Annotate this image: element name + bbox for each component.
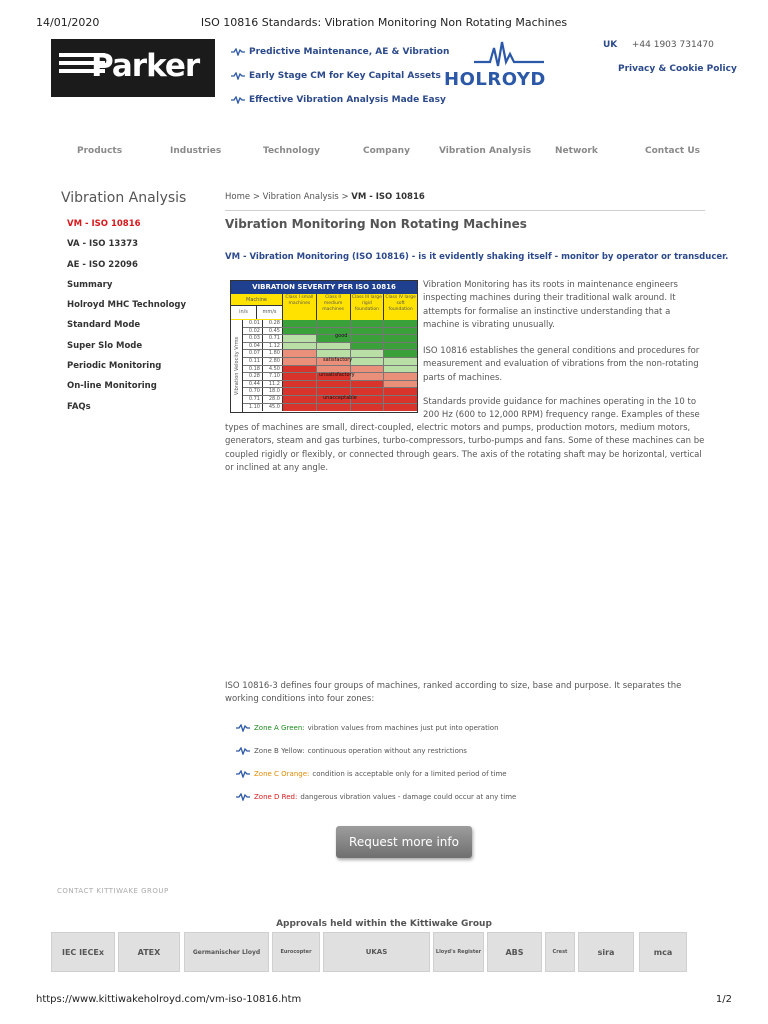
privacy-link[interactable]: Privacy & Cookie Policy — [618, 64, 737, 74]
holroyd-logo-text: HOLROYD — [444, 69, 546, 90]
machine-label: Machine — [231, 294, 282, 306]
severity-cell — [384, 388, 417, 395]
nav-item-network[interactable]: Network — [555, 146, 598, 156]
paragraph-iso: ISO 10816 establishes the general conditions and procedures for measurement and evaluation of vibrations from the non-rotating parts of machines. — [423, 346, 700, 383]
parker-logo-text: Parker — [91, 48, 200, 84]
value-mm-s: 11.2 — [263, 381, 283, 388]
value-mm-s: 28.0 — [263, 396, 283, 403]
unit-in-s: in/s — [231, 306, 257, 319]
tagline-text: Predictive Maintenance, AE & Vibration — [249, 47, 450, 57]
severity-row — [243, 335, 417, 343]
nav-item-technology[interactable]: Technology — [263, 146, 320, 156]
tagline[interactable] — [231, 40, 449, 64]
zone-list — [236, 716, 516, 808]
sidebar — [67, 218, 186, 421]
zone-item — [236, 762, 516, 785]
breadcrumb-separator: > — [252, 192, 260, 202]
value-in-s: 0.18 — [243, 366, 263, 373]
severity-cell — [283, 373, 317, 380]
severity-row — [243, 381, 417, 389]
value-in-s: 0.03 — [243, 335, 263, 342]
lead-text: VM - Vibration Monitoring (ISO 10816) - is it evidently shaking itself - monitor by operator or transducer. — [225, 252, 729, 262]
severity-cell — [317, 320, 351, 327]
wave-icon — [231, 72, 245, 80]
severity-table-title: VIBRATION SEVERITY PER ISO 10816 — [231, 281, 417, 294]
severity-cell — [283, 350, 317, 357]
severity-cell — [317, 404, 351, 412]
severity-cell — [384, 350, 417, 357]
print-url: https://www.kittiwakeholroyd.com/vm-iso-10816.htm — [36, 994, 302, 1005]
class-3-header: Class III large rigid foundation — [351, 294, 385, 320]
severity-cell — [351, 335, 385, 342]
zone-label-unsatisfactory: unsatisfactory — [319, 372, 355, 378]
velocity-axis — [231, 320, 243, 412]
zone-item — [236, 739, 516, 762]
zone-description: continuous operation without any restrictions — [307, 746, 467, 755]
sidebar-item-va-iso-13373[interactable]: VA - ISO 13373 — [67, 239, 139, 250]
severity-cell — [283, 335, 317, 342]
severity-cell — [384, 328, 417, 335]
paragraph-intro: Vibration Monitoring has its roots in maintenance engineers inspecting machines during their traditional walk around. It attempts for formalise an instinctive understanding that a machine is vibrating unusually. — [423, 280, 678, 330]
severity-cell — [351, 328, 385, 335]
sidebar-item-vm-iso-10816[interactable]: VM - ISO 10816 — [67, 219, 141, 229]
sidebar-item-periodic-monitoring[interactable]: Periodic Monitoring — [67, 361, 162, 372]
severity-cell — [351, 404, 385, 412]
contact-kittiwake-link[interactable]: CONTACT KITTIWAKE GROUP — [57, 887, 169, 895]
value-mm-s: 45.0 — [263, 404, 283, 412]
crest-logo: Crest — [545, 932, 575, 972]
zone-label-satisfactory: satisfactory — [323, 357, 353, 363]
severity-cell — [283, 404, 317, 412]
value-mm-s: 1.80 — [263, 350, 283, 357]
wave-icon — [236, 770, 250, 778]
severity-cell — [384, 396, 417, 403]
mca-logo: mca — [639, 932, 687, 972]
nav-item-industries[interactable]: Industries — [170, 146, 222, 156]
value-in-s: 0.44 — [243, 381, 263, 388]
print-page-number: 1/2 — [715, 994, 732, 1005]
germanischer-lloyd-logo: Germanischer Lloyd — [184, 932, 269, 972]
sidebar-item-online-monitoring[interactable]: On-line Monitoring — [67, 381, 157, 392]
country-label[interactable]: UK — [603, 40, 618, 50]
severity-row — [243, 320, 417, 328]
holroyd-logo[interactable] — [444, 40, 578, 92]
severity-cell — [283, 343, 317, 350]
value-in-s: 0.28 — [243, 373, 263, 380]
ukas-logo: UKAS — [323, 932, 430, 972]
zone-name: Zone D Red: — [254, 792, 298, 801]
severity-cell — [283, 396, 317, 403]
tagline-text: Effective Vibration Analysis Made Easy — [249, 95, 446, 105]
eurocopter-logo: Eurocopter — [272, 932, 320, 972]
sidebar-item-holroyd-mhc[interactable]: Holroyd MHC Technology — [67, 300, 187, 311]
severity-cell — [351, 350, 385, 357]
zone-description: dangerous vibration values - damage could occur at any time — [300, 792, 517, 801]
print-title: ISO 10816 Standards: Vibration Monitoring Non Rotating Machines — [200, 16, 568, 29]
zone-description: vibration values from machines just put into operation — [307, 723, 499, 732]
abs-logo: ABS — [487, 932, 542, 972]
value-mm-s: 0.45 — [263, 328, 283, 335]
severity-cell — [384, 373, 417, 380]
value-mm-s: 0.28 — [263, 320, 283, 327]
severity-cell — [384, 335, 417, 342]
severity-cell — [351, 320, 385, 327]
paragraph-machines: types of machines are small, direct-coupled, electric motors and pumps, production motors, medium motors, generators, steam and gas turbines, turbo-compressors, turbo-pumps and fans. Some of these machines can be coupled rigidly or flexibly, or connected through gears. The axis of the rotating shaft may be horizontal, vertical or inclined at any angle. — [225, 423, 705, 473]
value-in-s: 0.11 — [243, 358, 263, 365]
zone-name: Zone C Orange: — [254, 769, 310, 778]
severity-cell — [351, 381, 385, 388]
nav-item-company[interactable]: Company — [363, 146, 410, 156]
breadcrumb-separator: > — [341, 192, 349, 202]
severity-cell — [283, 320, 317, 327]
holroyd-wave-icon — [444, 40, 578, 70]
header-taglines — [231, 40, 449, 112]
velocity-axis-label: Vibration Velocity Vrms — [233, 336, 240, 396]
severity-cell — [317, 343, 351, 350]
zone-item — [236, 716, 516, 739]
severity-table-body — [231, 320, 417, 412]
class-4-header: Class IV large soft foundation — [384, 294, 417, 320]
breadcrumb-home[interactable]: Home — [225, 192, 251, 202]
value-in-s: 0.70 — [243, 388, 263, 395]
nav-item-contact-us[interactable]: Contact Us — [645, 146, 701, 156]
severity-cell — [384, 366, 417, 373]
severity-cell — [351, 373, 385, 380]
zone-description: condition is acceptable only for a limited period of time — [312, 769, 507, 778]
value-mm-s: 1.12 — [263, 343, 283, 350]
value-in-s: 0.71 — [243, 396, 263, 403]
vibration-severity-table — [230, 280, 418, 413]
zone-item — [236, 785, 516, 808]
severity-cell — [384, 404, 417, 412]
nav-item-vibration-analysis[interactable]: Vibration Analysis — [439, 146, 532, 156]
severity-cell — [283, 381, 317, 388]
zone-intro: ISO 10816-3 defines four groups of machines, ranked according to size, base and purpose. It separates the working conditions into four zones: — [225, 681, 682, 705]
value-in-s: 0.07 — [243, 350, 263, 357]
wave-icon — [236, 747, 250, 755]
class-1-header: Class I small machines — [283, 294, 317, 320]
title-divider — [225, 210, 705, 211]
severity-table-header — [231, 294, 417, 320]
tagline-text: Early Stage CM for Key Capital Assets — [249, 71, 441, 81]
unit-mm-s: mm/s — [257, 306, 282, 319]
zone-name: Zone B Yellow: — [254, 746, 305, 755]
zone-label-unacceptable: unacceptable — [323, 395, 357, 401]
severity-cell — [317, 350, 351, 357]
value-in-s: 0.01 — [243, 320, 263, 327]
sidebar-item-faqs[interactable]: FAQs — [67, 401, 91, 412]
breadcrumb-section[interactable]: Vibration Analysis — [262, 192, 339, 202]
sidebar-title: Vibration Analysis — [61, 190, 187, 206]
value-in-s: 1.10 — [243, 404, 263, 412]
breadcrumb-current: VM - ISO 10816 — [351, 192, 425, 202]
atex-logo: ATEX — [118, 932, 180, 972]
severity-cell — [384, 320, 417, 327]
wave-icon — [231, 48, 245, 56]
sidebar-item-standard-mode[interactable]: Standard Mode — [67, 320, 141, 331]
nav-item-products[interactable]: Products — [77, 146, 123, 156]
machine-column-header — [231, 294, 283, 320]
class-2-header: Class II medium machines — [317, 294, 351, 320]
paragraph-standards: Standards provide guidance for machines operating in the 10 to 200 Hz (600 to 12,000 RPM) frequency range. Examples of these — [423, 397, 700, 421]
tagline[interactable] — [231, 88, 449, 112]
severity-cell — [384, 343, 417, 350]
severity-cell — [283, 358, 317, 365]
severity-cell — [283, 328, 317, 335]
wave-icon — [236, 724, 250, 732]
wave-icon — [236, 793, 250, 801]
sidebar-item-super-slo-mode[interactable]: Super Slo Mode — [67, 340, 143, 351]
zone-label-good: good — [335, 333, 348, 339]
severity-row — [243, 404, 417, 412]
severity-cell — [351, 366, 385, 373]
severity-row — [243, 343, 417, 351]
severity-cell — [317, 381, 351, 388]
severity-cell — [384, 381, 417, 388]
severity-cell — [283, 388, 317, 395]
value-mm-s: 7.10 — [263, 373, 283, 380]
value-in-s: 0.04 — [243, 343, 263, 350]
value-in-s: 0.02 — [243, 328, 263, 335]
page-title: Vibration Monitoring Non Rotating Machines — [225, 217, 527, 231]
wave-icon — [231, 96, 245, 104]
sidebar-item-summary[interactable]: Summary — [67, 279, 113, 290]
severity-cell — [351, 388, 385, 395]
severity-cell — [317, 388, 351, 395]
tagline[interactable] — [231, 64, 449, 88]
severity-cell — [351, 343, 385, 350]
value-mm-s: 18.0 — [263, 388, 283, 395]
approvals-strip — [51, 932, 639, 974]
request-info-button[interactable]: Request more info — [336, 826, 472, 858]
breadcrumb — [225, 192, 425, 202]
header-contact — [603, 40, 737, 74]
iec-iecex-logo: IEC IECEx — [51, 932, 115, 972]
main-nav — [36, 146, 732, 160]
sidebar-item-ae-iso-22096[interactable]: AE - ISO 22096 — [67, 259, 138, 270]
parker-logo[interactable] — [51, 39, 215, 97]
severity-cell — [283, 366, 317, 373]
severity-cell — [351, 358, 385, 365]
zone-name: Zone A Green: — [254, 723, 305, 732]
severity-cell — [384, 358, 417, 365]
value-mm-s: 0.71 — [263, 335, 283, 342]
value-mm-s: 2.80 — [263, 358, 283, 365]
value-mm-s: 4.50 — [263, 366, 283, 373]
lloyds-register-logo: Lloyd's Register — [433, 932, 484, 972]
sira-logo: sira — [578, 932, 634, 972]
severity-row — [243, 328, 417, 336]
print-date: 14/01/2020 — [36, 16, 100, 29]
approvals-title: Approvals held within the Kittiwake Group — [276, 919, 492, 929]
phone-number[interactable]: +44 1903 731470 — [631, 40, 714, 50]
